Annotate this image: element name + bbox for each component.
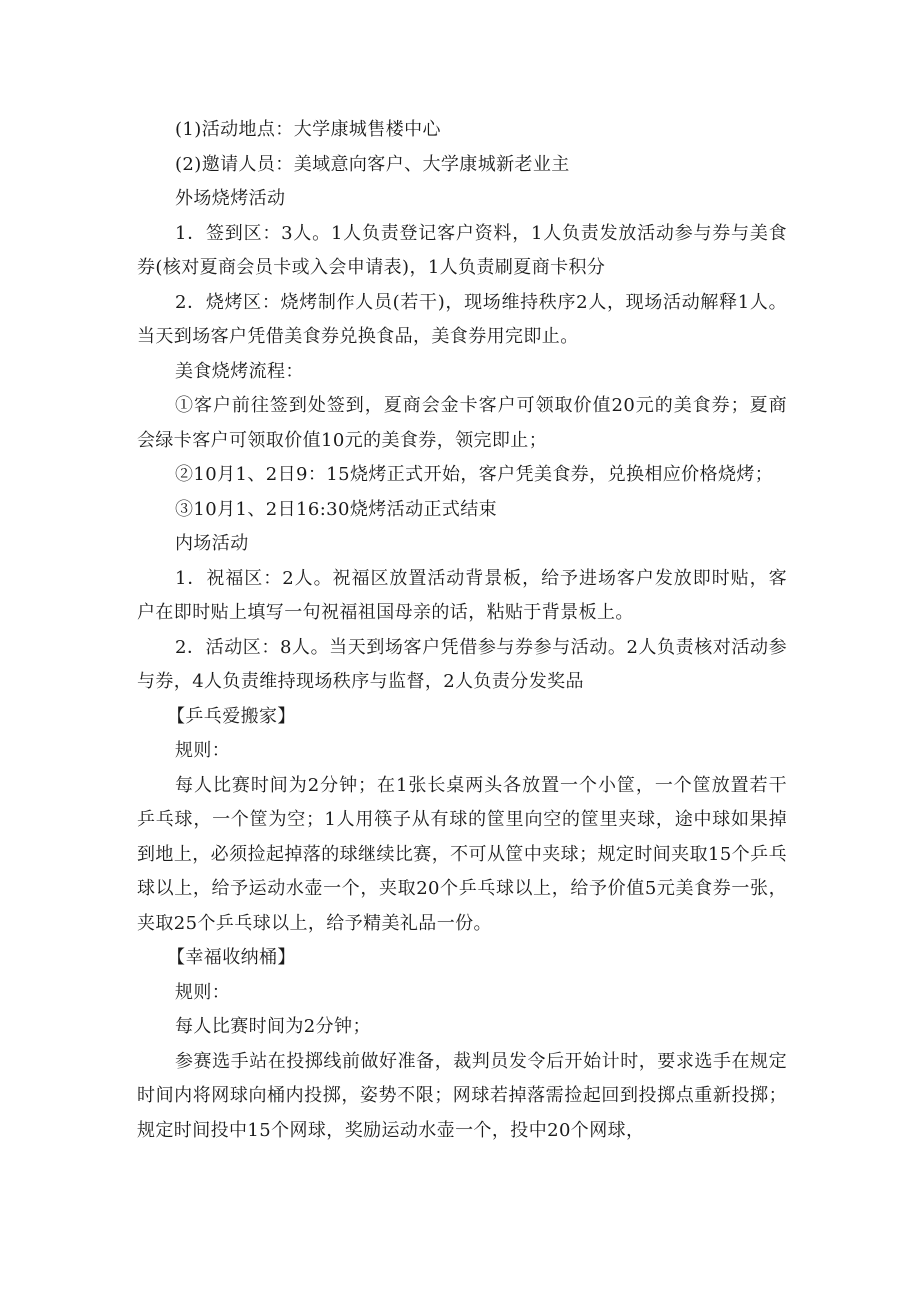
paragraph-pingpong-rules: 每人比赛时间为2分钟；在1张长桌两头各放置一个小筐，一个筐放置若干乒乓球，一个筐为空；1人用筷子从有球的筐里向空的筐里夹球，途中球如果掉到地上，必须捡起掉落的球继续比赛，不可从筐中夹球；规定时间夹取15个乒乓球以上，给予运动水壶一个，夹取20个乒乓球以上，给予价值5元美食券一张，夹取25个乒乓球以上，给予精美礼品一份。 <box>137 774 787 934</box>
paragraph-process-step-2: ②10月1、2日9：15烧烤正式开始，客户凭美食券，兑换相应价格烧烤； <box>175 464 774 485</box>
section-heading-outdoor-bbq: 外场烧烤活动 <box>175 188 286 209</box>
paragraph-bbq-area: 2．烧烤区：烧烤制作人员(若干)，现场维持秩序2人，现场活动解释1人。当天到场客户凭借美食券兑换食品，美食券用完即止。 <box>137 291 787 347</box>
paragraph-activity-area: 2．活动区：8人。当天到场客户凭借参与券参与活动。2人负责核对活动参与券，4人负责维持现场秩序与监督，2人负责分发奖品 <box>137 636 787 692</box>
paragraph-process-step-3: ③10月1、2日16:30烧烤活动正式结束 <box>175 498 498 520</box>
game-title-pingpong: 【乒乓爱搬家】 <box>167 705 296 727</box>
paragraph-location: (1)活动地点：大学康城售楼中心 <box>175 119 441 140</box>
rules-label: 规则： <box>175 981 231 1003</box>
section-heading-indoor: 内场活动 <box>175 533 249 554</box>
paragraph-invitees: (2)邀请人员：美域意向客户、大学康城新老业主 <box>175 153 570 175</box>
paragraph-process-step-1: ①客户前往签到处签到，夏商会金卡客户可领取价值20元的美食券；夏商会绿卡客户可领取价值10元的美食券，领完即止； <box>137 395 787 451</box>
section-heading-bbq-process: 美食烧烤流程： <box>175 360 304 382</box>
rules-label: 规则： <box>175 740 231 761</box>
paragraph-bucket-rules: 参赛选手站在投掷线前做好准备，裁判员发令后开始计时，要求选手在规定时间内将网球向桶内投掷，姿势不限；网球若掉落需捡起回到投掷点重新投掷；规定时间投中15个网球，奖励运动水壶一个，投中20个网球， <box>137 1050 787 1141</box>
game-title-bucket: 【幸福收纳桶】 <box>167 947 296 968</box>
paragraph-signin-area: 1．签到区：3人。1人负责登记客户资料，1人负责发放活动参与券与美食券(核对夏商会员卡或入会申请表)，1人负责刷夏商卡积分 <box>137 222 787 278</box>
document-body <box>137 113 787 1148</box>
paragraph-blessing-area: 1．祝福区：2人。祝福区放置活动背景板，给予进场客户发放即时贴，客户在即时贴上填写一句祝福祖国母亲的话，粘贴于背景板上。 <box>137 567 787 623</box>
paragraph-bucket-time: 每人比赛时间为2分钟； <box>175 1016 371 1037</box>
